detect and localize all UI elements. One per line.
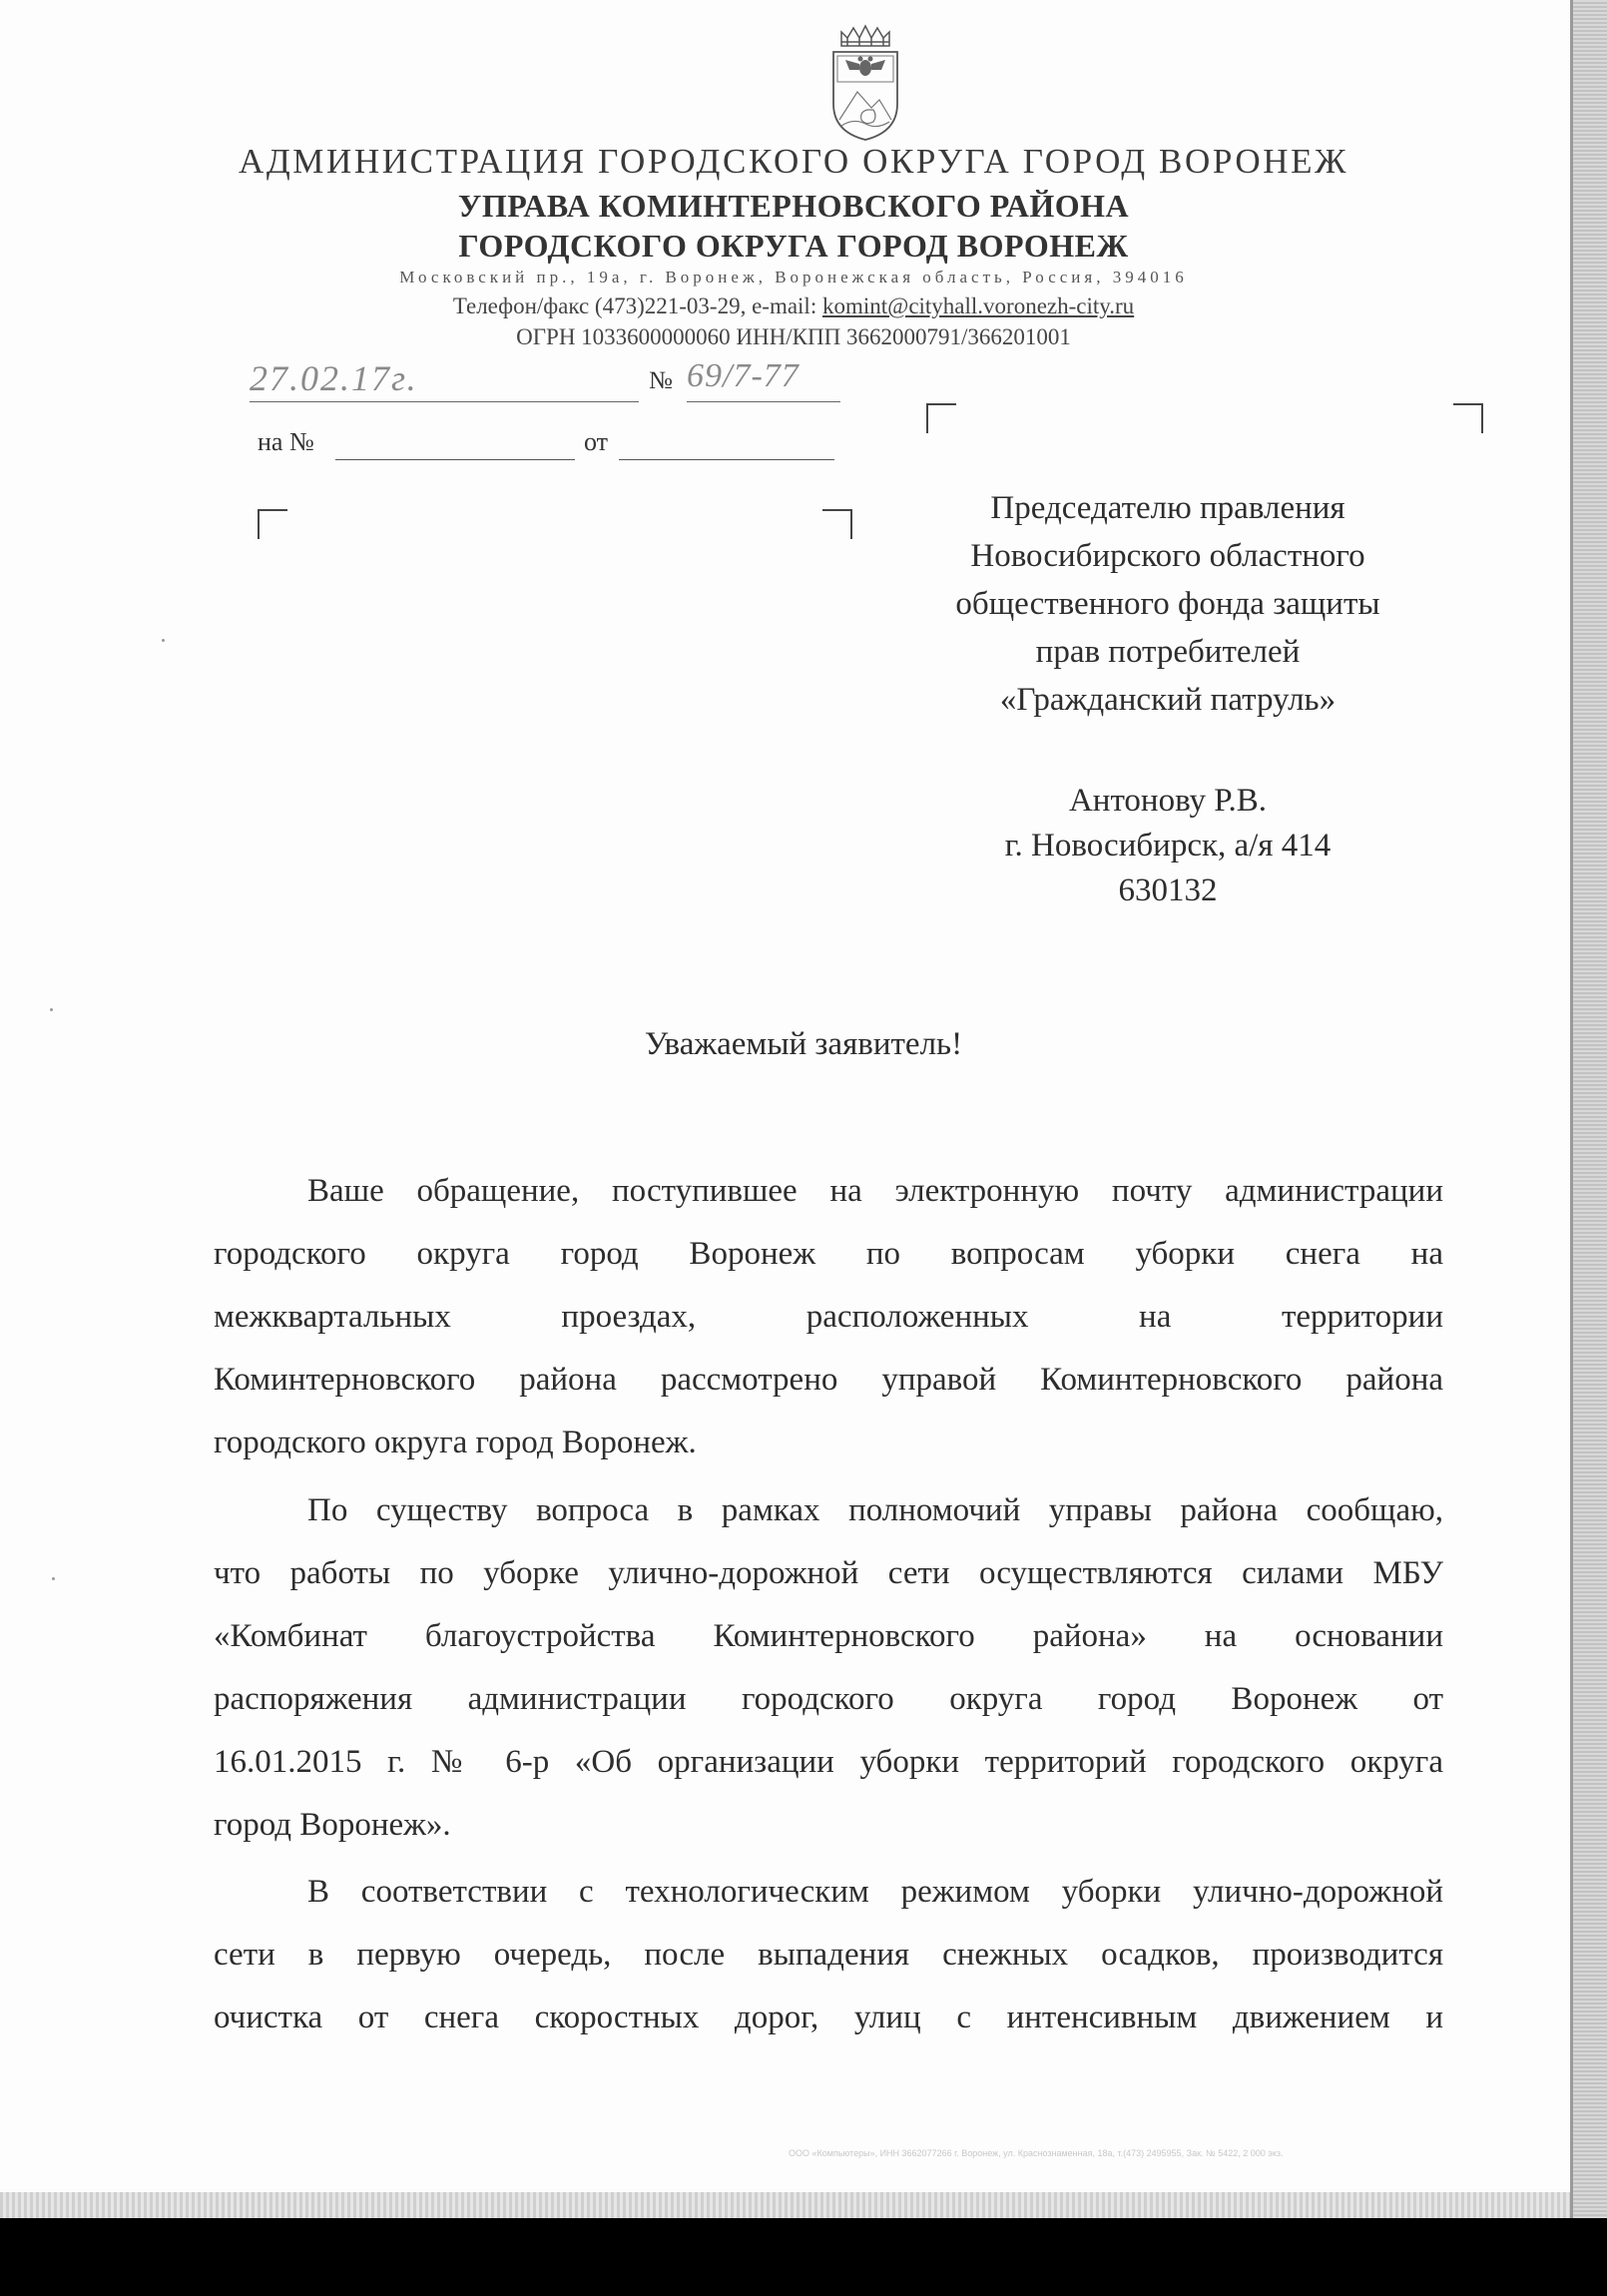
coat-of-arms-icon [827, 20, 903, 144]
greeting: Уважаемый заявитель! [644, 1026, 963, 1062]
addressee-contact [878, 779, 1457, 913]
reference-date-label: от [584, 427, 609, 456]
scan-bottom-edge [0, 2192, 1607, 2218]
body-line: «Комбинат благоустройства Коминтерновского района» на основании [214, 1618, 1443, 1654]
addressee-line: Председателю правления [990, 490, 1345, 526]
uprava-title: УПРАВА КОМИНТЕРНОВСКОГО РАЙОНА [457, 188, 1130, 224]
body-line: В соответствии с технологическим режимом уборки улично-дорожной [307, 1874, 1443, 1910]
subject-corner-top-left [258, 509, 287, 539]
paragraph-3 [214, 1861, 1443, 2049]
addressee-name: Антонову Р.В. [1068, 783, 1268, 819]
addressee-block [878, 484, 1457, 724]
scan-black-band [0, 2218, 1607, 2296]
reference-date-field [619, 459, 834, 460]
handwritten-number: 69/7-77 [687, 357, 840, 402]
addressee-line: Новосибирского областного [970, 538, 1365, 574]
body-line: город Воронеж». [214, 1807, 451, 1843]
body-line: распоряжения администрации городского округа город Воронеж от [214, 1681, 1443, 1717]
addressee-corner-top-left [926, 403, 956, 433]
email-link[interactable]: komint@cityhall.voronezh-city.ru [821, 293, 1135, 318]
subject-corner-top-right [822, 509, 852, 539]
body-line: По существу вопроса в рамках полномочий управы района сообщаю, [307, 1492, 1443, 1528]
number-label: № [649, 367, 673, 394]
addressee-line: общественного фонда защиты [955, 586, 1380, 622]
paragraph-1 [214, 1160, 1443, 1474]
addressee-city: г. Новосибирск, а/я 414 [1004, 828, 1332, 863]
reference-row [258, 425, 836, 465]
scan-right-edge [1573, 0, 1607, 2218]
paragraph-2 [214, 1479, 1443, 1857]
reference-number-field [335, 459, 575, 460]
okrug-title: ГОРОДСКОГО ОКРУГА ГОРОД ВОРОНЕЖ [458, 228, 1129, 264]
phone-text: Телефон/факс (473)221-03-29, e-mail: [452, 293, 822, 318]
handwritten-date: 27.02.17г. [250, 357, 639, 402]
body-line: что работы по уборке улично-дорожной сети осуществляются силами МБУ [214, 1555, 1443, 1591]
scan-speck [52, 1577, 55, 1580]
registration-row [250, 357, 840, 403]
address-line: Московский пр., 19а, г. Воронеж, Воронежская область, Россия, 394016 [399, 268, 1188, 287]
printer-imprint: ООО «Компьютеры», ИНН 3662077266 г. Воронеж, ул. Краснознаменная, 18а, т.(473) 2495955, Зак. № 5422, 2 000 экз. [789, 2148, 1284, 2158]
addressee-postcode: 630132 [1118, 872, 1218, 908]
addressee-line: прав потребителей [1035, 634, 1301, 670]
body-line: сети в первую очередь, после выпадения снежных осадков, производится [214, 1937, 1443, 1973]
body-line: городского округа город Воронеж. [214, 1425, 697, 1460]
phone-line [0, 293, 1587, 319]
addressee-line: «Гражданский патруль» [999, 682, 1337, 718]
body-line: межквартальных проездах, расположенных на территории [214, 1299, 1443, 1335]
body-line: Ваше обращение, поступившее на электронную почту администрации [307, 1173, 1443, 1209]
body-line: очистка от снега скоростных дорог, улиц с интенсивным движением и [214, 2000, 1443, 2035]
scan-speck [50, 1008, 53, 1011]
reference-number-label: на № [258, 427, 314, 456]
addressee-corner-top-right [1453, 403, 1483, 433]
body-line: 16.01.2015 г. № 6-р «Об организации уборки территорий городского округа [214, 1744, 1443, 1780]
body-line: Коминтерновского района рассмотрено управой Коминтерновского района [214, 1362, 1443, 1398]
body-line: городского округа город Воронеж по вопросам уборки снега на [214, 1236, 1443, 1272]
ogrn-line: ОГРН 1033600000060 ИНН/КПП 3662000791/366201001 [516, 324, 1071, 349]
administration-title: АДМИНИСТРАЦИЯ ГОРОДСКОГО ОКРУГА ГОРОД ВОРОНЕЖ [238, 142, 1349, 181]
scan-speck [162, 639, 165, 642]
